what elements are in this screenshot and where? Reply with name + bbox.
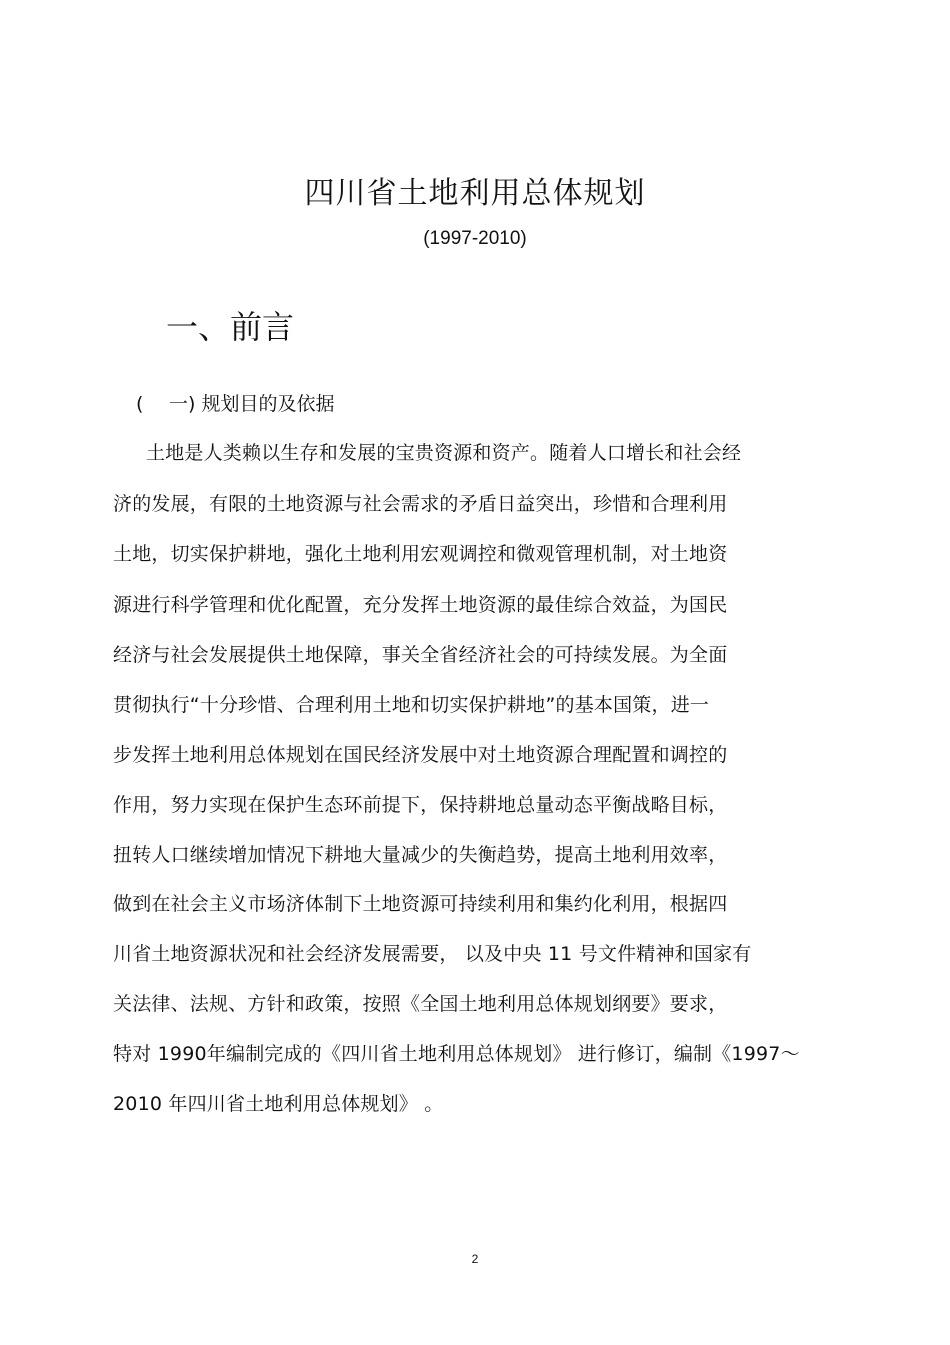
paragraph-line: 扭转人口继续增加情况下耕地大量减少的失衡趋势，提高土地利用效率， bbox=[113, 844, 728, 866]
document-subtitle: (1997-2010) bbox=[423, 228, 527, 249]
paragraph-line: 源进行科学管理和优化配置，充分发挥土地资源的最佳综合效益，为国民 bbox=[113, 594, 728, 616]
paragraph-line: 关法律、法规、方针和政策，按照《全国土地利用总体规划纲要》要求， bbox=[113, 993, 728, 1015]
document-title: 四川省土地利用总体规划 bbox=[304, 176, 646, 211]
paragraph-line: 土地是人类赖以生存和发展的宝贵资源和资产。随着人口增长和社会经 bbox=[146, 442, 742, 464]
paragraph-line: 特对 1990年编制完成的《四川省土地利用总体规划》 进行修订，编制《1997～ bbox=[113, 1043, 800, 1065]
paragraph-line: 济的发展，有限的土地资源与社会需求的矛盾日益突出，珍惜和合理利用 bbox=[113, 493, 728, 515]
paragraph-line: 2010 年四川省土地利用总体规划》 。 bbox=[113, 1093, 444, 1115]
subsection-paren: ( bbox=[136, 393, 144, 415]
section-heading: 一、前言 bbox=[166, 308, 295, 346]
paragraph-line: 步发挥土地利用总体规划在国民经济发展中对土地资源合理配置和调控的 bbox=[113, 744, 728, 766]
paragraph-line: 经济与社会发展提供土地保障，事关全省经济社会的可持续发展。为全面 bbox=[113, 644, 728, 666]
paragraph-line: 作用，努力实现在保护生态环前提下，保持耕地总量动态平衡战略目标， bbox=[113, 794, 728, 816]
page-number: 2 bbox=[471, 1252, 479, 1266]
paragraph-line: 川省土地资源状况和社会经济发展需要， 以及中央 11 号文件精神和国家有 bbox=[113, 943, 752, 965]
paragraph-line: 贯彻执行“十分珍惜、合理利用土地和切实保护耕地”的基本国策，进一 bbox=[113, 694, 710, 716]
subsection-heading-text: 一) 规划目的及依据 bbox=[169, 393, 335, 415]
subsection-heading bbox=[136, 389, 334, 416]
paragraph-line: 土地，切实保护耕地，强化土地利用宏观调控和微观管理机制，对土地资 bbox=[113, 543, 728, 565]
paragraph-line: 做到在社会主义市场济体制下土地资源可持续利用和集约化利用，根据四 bbox=[113, 893, 728, 915]
